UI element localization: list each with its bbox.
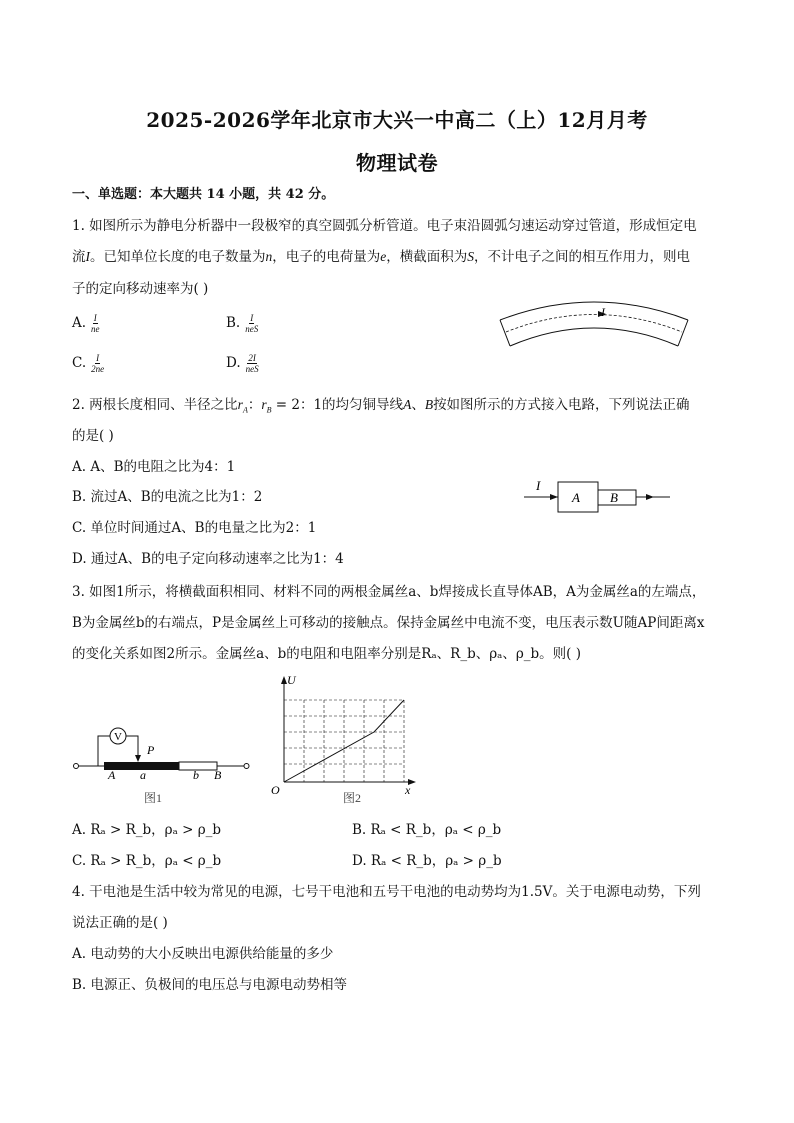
q1-line2: 流I。已知单位长度的电子数量为n，电子的电荷量为e，横截面积为S，不计电子之间的相互作用力，则电 — [72, 249, 690, 265]
q3-fig1-b-wire-label: b — [193, 768, 199, 782]
q3-line3: 的变化关系如图2所示。金属丝a、b的电阻和电阻率分别是Rₐ、R_b、ρₐ、ρ_b。则( ) — [72, 646, 582, 662]
q1-line1: 1. 如图所示为静电分析器中一段极窄的真空圆弧分析管道。电子束沿圆弧匀速运动穿过管道，形成恒定电 — [72, 218, 697, 234]
exam-subtitle: 物理试卷 — [356, 151, 438, 175]
q2-line2: 的是( ) — [72, 428, 114, 444]
exam-title: 2025-2026学年北京市大兴一中高二（上）12月月考 — [146, 108, 648, 132]
q3-line1: 3. 如图1所示，将横截面积相同、材料不同的两根金属丝a、b焊接成长直导体AB，A为金属丝a的左端点， — [72, 584, 706, 600]
q2-conductor-figure — [524, 478, 674, 518]
q3-fig2-x-axis-label: x — [405, 783, 411, 797]
q3-fig1-a-wire-label: a — [140, 768, 146, 782]
q4-option-a[interactable]: A. 电动势的大小反映出电源供给能量的多少 — [72, 946, 334, 962]
q3-fig1-p-label: P — [147, 743, 155, 757]
section-heading: 一、单选题：本大题共 14 小题，共 42 分。 — [72, 187, 335, 202]
q2-option-c[interactable]: C. 单位时间通过A、B的电量之比为2：1 — [72, 520, 317, 536]
q2-figure-current-label: I — [536, 478, 541, 493]
q1-option-a[interactable]: A. $\frac{I}{ne}$ — [72, 313, 100, 334]
q3-figure1-circuit — [72, 722, 252, 807]
q1-option-d[interactable]: D. $\frac{2I}{\text{neS}}$ — [226, 353, 259, 374]
q4-line2: 说法正确的是( ) — [72, 915, 168, 931]
q3-fig2-origin-label: O — [271, 783, 280, 797]
q4-line1: 4. 干电池是生活中较为常见的电源，七号干电池和五号干电池的电动势均为1.5V。关于电源电动势，下列 — [72, 884, 701, 900]
q3-fig1-b-end-label: B — [214, 768, 222, 782]
q3-figure2-caption: 图2 — [343, 791, 362, 805]
q1-line3: 子的定向移动速率为( ) — [72, 281, 209, 297]
q2-figure-b-label: B — [610, 490, 618, 505]
q1-option-b[interactable]: B. $\frac{I}{\text{neS}}$ — [226, 313, 259, 334]
q2-line1: 2. 两根长度相同、半径之比$r_A$：$r_B = 2$：1的均匀铜导线A、B按如图所示的方式接入电路，下列说法正确 — [72, 397, 690, 415]
q3-option-b[interactable]: B. Rₐ < R_b，ρₐ < ρ_b — [352, 822, 502, 838]
q3-voltmeter-label: V — [114, 731, 122, 743]
q1-option-c[interactable]: C. $\frac{I}{2ne}$ — [72, 353, 105, 374]
q3-option-a[interactable]: A. Rₐ > R_b，ρₐ > ρ_b — [72, 822, 222, 838]
q2-option-b[interactable]: B. 流过A、B的电流之比为1：2 — [72, 489, 263, 505]
q3-fig1-a-end-label: A — [108, 768, 116, 782]
q2-option-a[interactable]: A. A、B的电阻之比为4：1 — [72, 459, 236, 475]
q3-figure2-graph — [266, 672, 426, 807]
q4-option-b[interactable]: B. 电源正、负极间的电压总与电源电动势相等 — [72, 977, 348, 993]
q3-option-d[interactable]: D. Rₐ < R_b，ρₐ > ρ_b — [352, 853, 502, 869]
q1-figure-current-label: I — [601, 305, 605, 319]
q3-option-c[interactable]: C. Rₐ > R_b，ρₐ < ρ_b — [72, 853, 222, 869]
q3-line2: B为金属丝b的右端点，P是金属丝上可移动的接触点。保持金属丝中电流不变，电压表示数U随AP间距离x — [72, 615, 705, 631]
q2-figure-a-label: A — [572, 490, 580, 505]
q1-arc-pipe-figure — [494, 292, 694, 352]
q2-option-d[interactable]: D. 通过A、B的电子定向移动速率之比为1：4 — [72, 551, 344, 567]
q3-fig2-u-axis-label: U — [287, 673, 296, 687]
q3-figure1-caption: 图1 — [144, 791, 163, 805]
